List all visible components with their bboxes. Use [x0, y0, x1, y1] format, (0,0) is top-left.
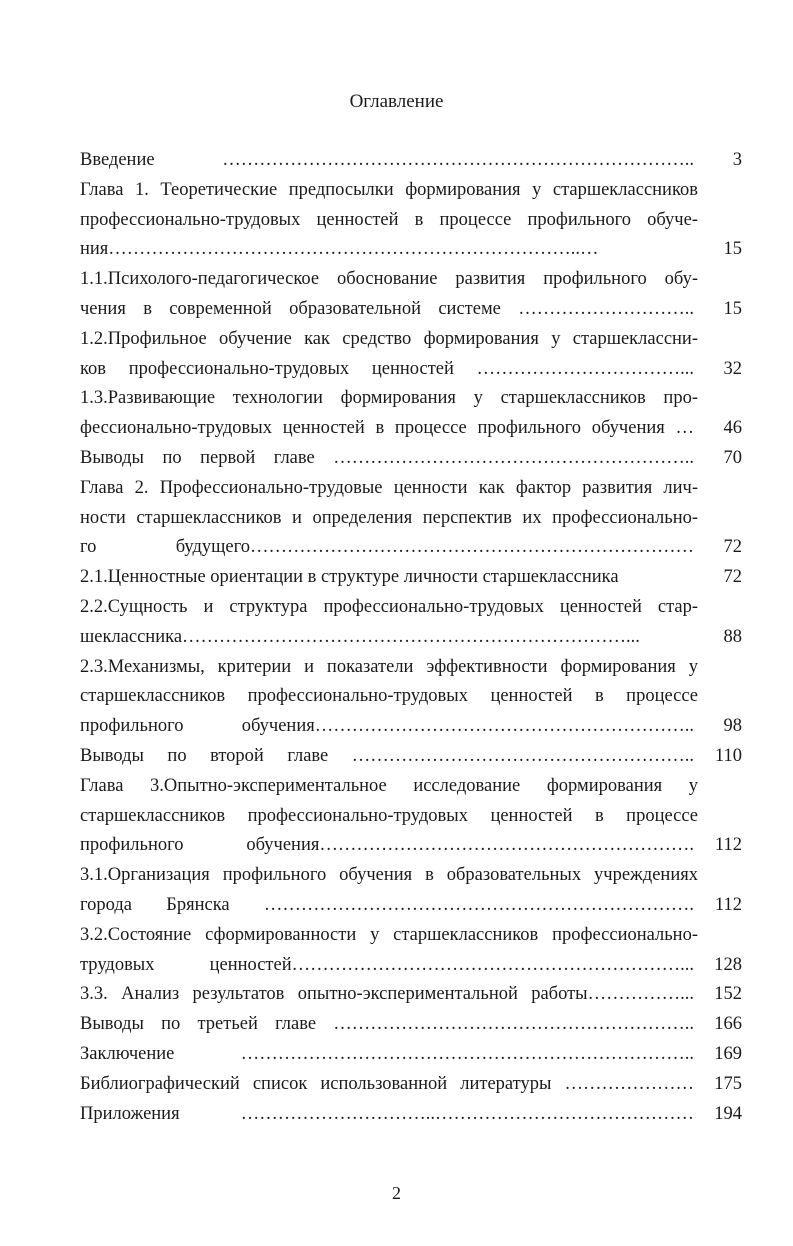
toc-line [80, 265, 742, 295]
toc-entry-text: Глава 1. Теоретические предпосылки формирования у старшеклассников [80, 179, 698, 200]
toc-line [80, 772, 742, 802]
toc-page-number: 110 [714, 745, 742, 766]
toc-line [80, 563, 742, 593]
toc-line [80, 682, 742, 712]
toc-line [80, 235, 742, 265]
toc-entry-section-1-3 [80, 384, 742, 444]
toc-entry-text: 1.3.Развивающие технологии формирования у старшеклассников про- [80, 388, 698, 409]
toc-page-number: 112 [714, 894, 742, 915]
toc-entry-text: чения в современной образовательной системе ……………………….. [80, 298, 694, 319]
toc-line [80, 504, 742, 534]
toc-entry-conclusions-3 [80, 1010, 742, 1040]
toc-entry-introduction [80, 146, 742, 176]
toc-page-number: 70 [723, 447, 742, 468]
toc-line [80, 1010, 742, 1040]
toc-page-number: 15 [723, 298, 742, 319]
toc-line [80, 146, 742, 176]
toc-entry-text: 2.2.Сущность и структура профессионально-трудовых ценностей стар- [80, 596, 698, 617]
toc-line [80, 593, 742, 623]
toc-line [80, 414, 742, 444]
toc-entry-conclusions-1 [80, 444, 742, 474]
toc-entry-text: старшеклассников профессионально-трудовых ценностей в процессе [80, 805, 698, 826]
toc-entry-text: 1.1.Психолого-педагогическое обоснование развития профильного обу- [80, 269, 698, 290]
toc-page-number: 15 [723, 239, 742, 260]
toc-line [80, 831, 742, 861]
toc-entry-text: 3.2.Состояние сформированности у старшеклассников профессионально- [80, 924, 698, 945]
toc-line [80, 325, 742, 355]
toc-line [80, 951, 742, 981]
toc-entry-chapter-2 [80, 474, 742, 563]
toc-line [80, 176, 742, 206]
toc-page-number: 88 [723, 626, 742, 647]
toc-page-number: 169 [714, 1043, 742, 1064]
toc-entry-text: профильного обучения……………………………………………………. [80, 835, 694, 856]
toc-entry-text: города Брянска ……………………………………………………………. [80, 894, 694, 915]
toc-line [80, 623, 742, 653]
toc-line [80, 295, 742, 325]
toc-line [80, 355, 742, 385]
toc-entry-section-2-2 [80, 593, 742, 653]
page-title: Оглавление [349, 91, 444, 112]
toc-line [80, 533, 742, 563]
toc-entry-text: го будущего……………………………………………………………… [80, 537, 694, 558]
toc-entry-chapter-3 [80, 772, 742, 861]
toc-page-number: 32 [723, 358, 742, 379]
toc-line [80, 891, 742, 921]
toc-line [80, 444, 742, 474]
toc-entry-text: Глава 2. Профессионально-трудовые ценности как фактор развития лич- [80, 477, 698, 498]
toc-entry-text: 3.3. Анализ результатов опытно-экспериментальной работы……………... [80, 984, 694, 1005]
toc-line [80, 861, 742, 891]
toc-entry-text: Выводы по первой главе ………………………………………………….. [80, 447, 694, 468]
table-of-contents [80, 146, 742, 1129]
toc-page-number: 194 [714, 1103, 742, 1124]
toc-entry-text: Библиографический список использованной литературы ………………… [80, 1073, 694, 1094]
toc-entry-chapter-1 [80, 176, 742, 265]
toc-page-number: 72 [723, 537, 742, 558]
toc-entry-bibliography [80, 1070, 742, 1100]
toc-page-number: 128 [714, 954, 742, 975]
toc-entry-text: фессионально-трудовых ценностей в процессе профильного обучения … [80, 418, 694, 439]
toc-line [80, 712, 742, 742]
toc-entry-text: профильного обучения…………………………………………………….. [80, 716, 694, 737]
toc-page-number: 98 [723, 716, 742, 737]
toc-entry-section-1-2 [80, 325, 742, 385]
toc-line [80, 980, 742, 1010]
toc-entry-text: старшеклассников профессионально-трудовых ценностей в процессе [80, 686, 698, 707]
toc-entry-text: Выводы по третьей главе ………………………………………………….. [80, 1014, 694, 1035]
toc-line [80, 921, 742, 951]
toc-entry-text: 3.1.Организация профильного обучения в образовательных учреждениях [80, 865, 698, 886]
toc-entry-section-3-1 [80, 861, 742, 921]
toc-entry-text: профессионально-трудовых ценностей в процессе профильного обуче- [80, 209, 698, 230]
toc-entry-conclusions-2 [80, 742, 742, 772]
toc-page-number: 3 [732, 150, 742, 170]
toc-entry-text: ков профессионально-трудовых ценностей ……………………………... [80, 358, 694, 379]
toc-entry-section-3-2 [80, 921, 742, 981]
toc-page-number: 166 [714, 1014, 742, 1035]
toc-entry-text: трудовых ценностей………………………………………………………... [80, 954, 694, 975]
toc-line [80, 384, 742, 414]
page-number: 2 [392, 1183, 401, 1203]
toc-entry-text: шеклассника………………………………………………………………... [80, 626, 640, 647]
toc-entry-text: Приложения …………………………..…………………………………… [80, 1103, 694, 1124]
toc-page-number: 72 [723, 567, 742, 588]
toc-entry-section-2-1 [80, 563, 742, 593]
toc-entry-text: ности старшеклассников и определения перспектив их профессионально- [80, 507, 698, 528]
toc-line [80, 802, 742, 832]
toc-line [80, 742, 742, 772]
toc-entry-text: Заключение ……………………………………………………………….. [80, 1043, 694, 1064]
toc-entry-appendices [80, 1100, 742, 1130]
toc-line [80, 474, 742, 504]
toc-entry-section-3-3 [80, 980, 742, 1010]
toc-entry-text: Глава 3.Опытно-экспериментальное исследование формирования у [80, 775, 698, 796]
toc-entry-text: 2.3.Механизмы, критерии и показатели эффективности формирования у [80, 656, 698, 677]
toc-entry-text: Введение ………………………………………………………………….. [80, 150, 694, 170]
toc-entry-section-2-3 [80, 653, 742, 742]
toc-entry-text: ния…………………………………………………………………..… [80, 239, 599, 260]
toc-entry-text: 1.2.Профильное обучение как средство формирования у старшеклассни- [80, 328, 698, 349]
toc-line [80, 1040, 742, 1070]
toc-line [80, 653, 742, 683]
toc-page-number: 112 [714, 835, 742, 856]
toc-entry-text: Выводы по второй главе ……………………………………………….. [80, 745, 694, 766]
toc-entry-text: 2.1.Ценностные ориентации в структуре личности старшеклассника [80, 567, 619, 588]
toc-page-number: 152 [714, 984, 742, 1005]
toc-line [80, 1070, 742, 1100]
toc-entry-conclusion [80, 1040, 742, 1070]
toc-page-number: 46 [723, 418, 742, 439]
toc-entry-section-1-1 [80, 265, 742, 325]
toc-line [80, 1100, 742, 1130]
toc-page-number: 175 [714, 1073, 742, 1094]
toc-line [80, 206, 742, 236]
